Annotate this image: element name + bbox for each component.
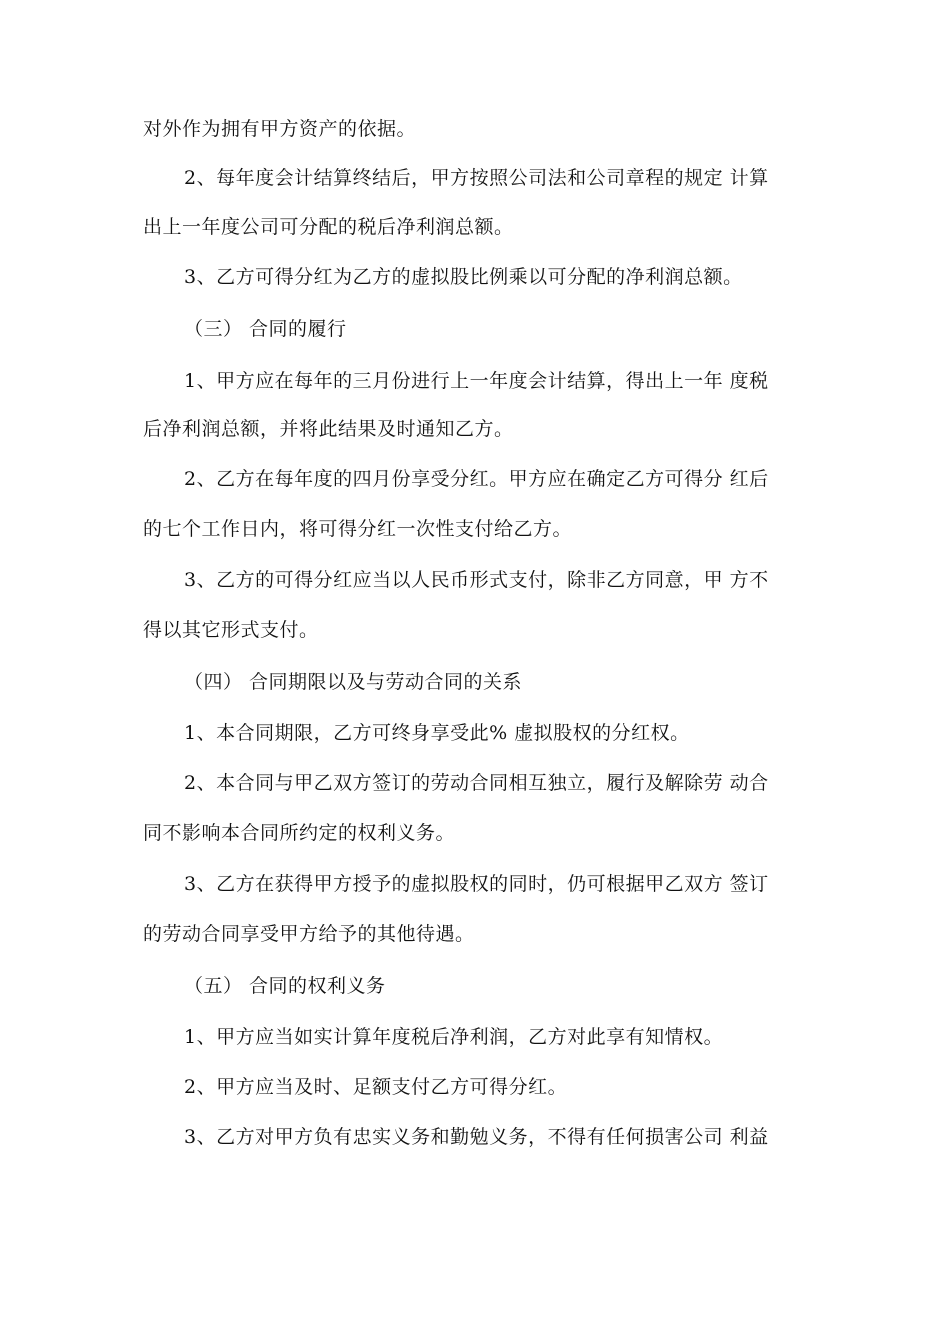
paragraph-line: 对外作为拥有甲方资产的依据。 xyxy=(143,118,417,140)
paragraph-line: 1、本合同期限，乙方可终身享受此% 虚拟股权的分红权。 xyxy=(184,722,690,744)
paragraph-line: 的劳动合同享受甲方给予的其他待遇。 xyxy=(143,923,475,945)
paragraph-line: 2、本合同与甲乙双方签订的劳动合同相互独立，履行及解除劳 动合 xyxy=(184,772,769,794)
paragraph-line: 得以其它形式支付。 xyxy=(143,619,319,641)
paragraph-line: 1、甲方应在每年的三月份进行上一年度会计结算，得出上一年 度税 xyxy=(184,370,769,392)
paragraph-line: 2、甲方应当及时、足额支付乙方可得分红。 xyxy=(184,1076,568,1098)
paragraph-line: 2、每年度会计结算终结后，甲方按照公司法和公司章程的规定 计算 xyxy=(184,167,769,189)
paragraph-line: 3、乙方可得分红为乙方的虚拟股比例乘以可分配的净利润总额。 xyxy=(184,266,743,288)
paragraph-line: 后净利润总额，并将此结果及时通知乙方。 xyxy=(143,418,514,440)
paragraph-line: 出上一年度公司可分配的税后净利润总额。 xyxy=(143,216,514,238)
section-heading: （五） 合同的权利义务 xyxy=(184,975,386,997)
paragraph-line: 2、乙方在每年度的四月份享受分红。甲方应在确定乙方可得分 红后 xyxy=(184,468,769,490)
paragraph-line: 的七个工作日内，将可得分红一次性支付给乙方。 xyxy=(143,518,573,540)
section-heading: （三） 合同的履行 xyxy=(184,318,347,340)
paragraph-line: 1、甲方应当如实计算年度税后净利润，乙方对此享有知情权。 xyxy=(184,1026,724,1048)
paragraph-line: 3、乙方的可得分红应当以人民币形式支付，除非乙方同意，甲 方不 xyxy=(184,569,769,591)
paragraph-line: 3、乙方在获得甲方授予的虚拟股权的同时，仍可根据甲乙双方 签订 xyxy=(184,873,769,895)
section-heading: （四） 合同期限以及与劳动合同的关系 xyxy=(184,671,523,693)
paragraph-line: 同不影响本合同所约定的权利义务。 xyxy=(143,822,456,844)
paragraph-line: 3、乙方对甲方负有忠实义务和勤勉义务，不得有任何损害公司 利益 xyxy=(184,1126,769,1148)
